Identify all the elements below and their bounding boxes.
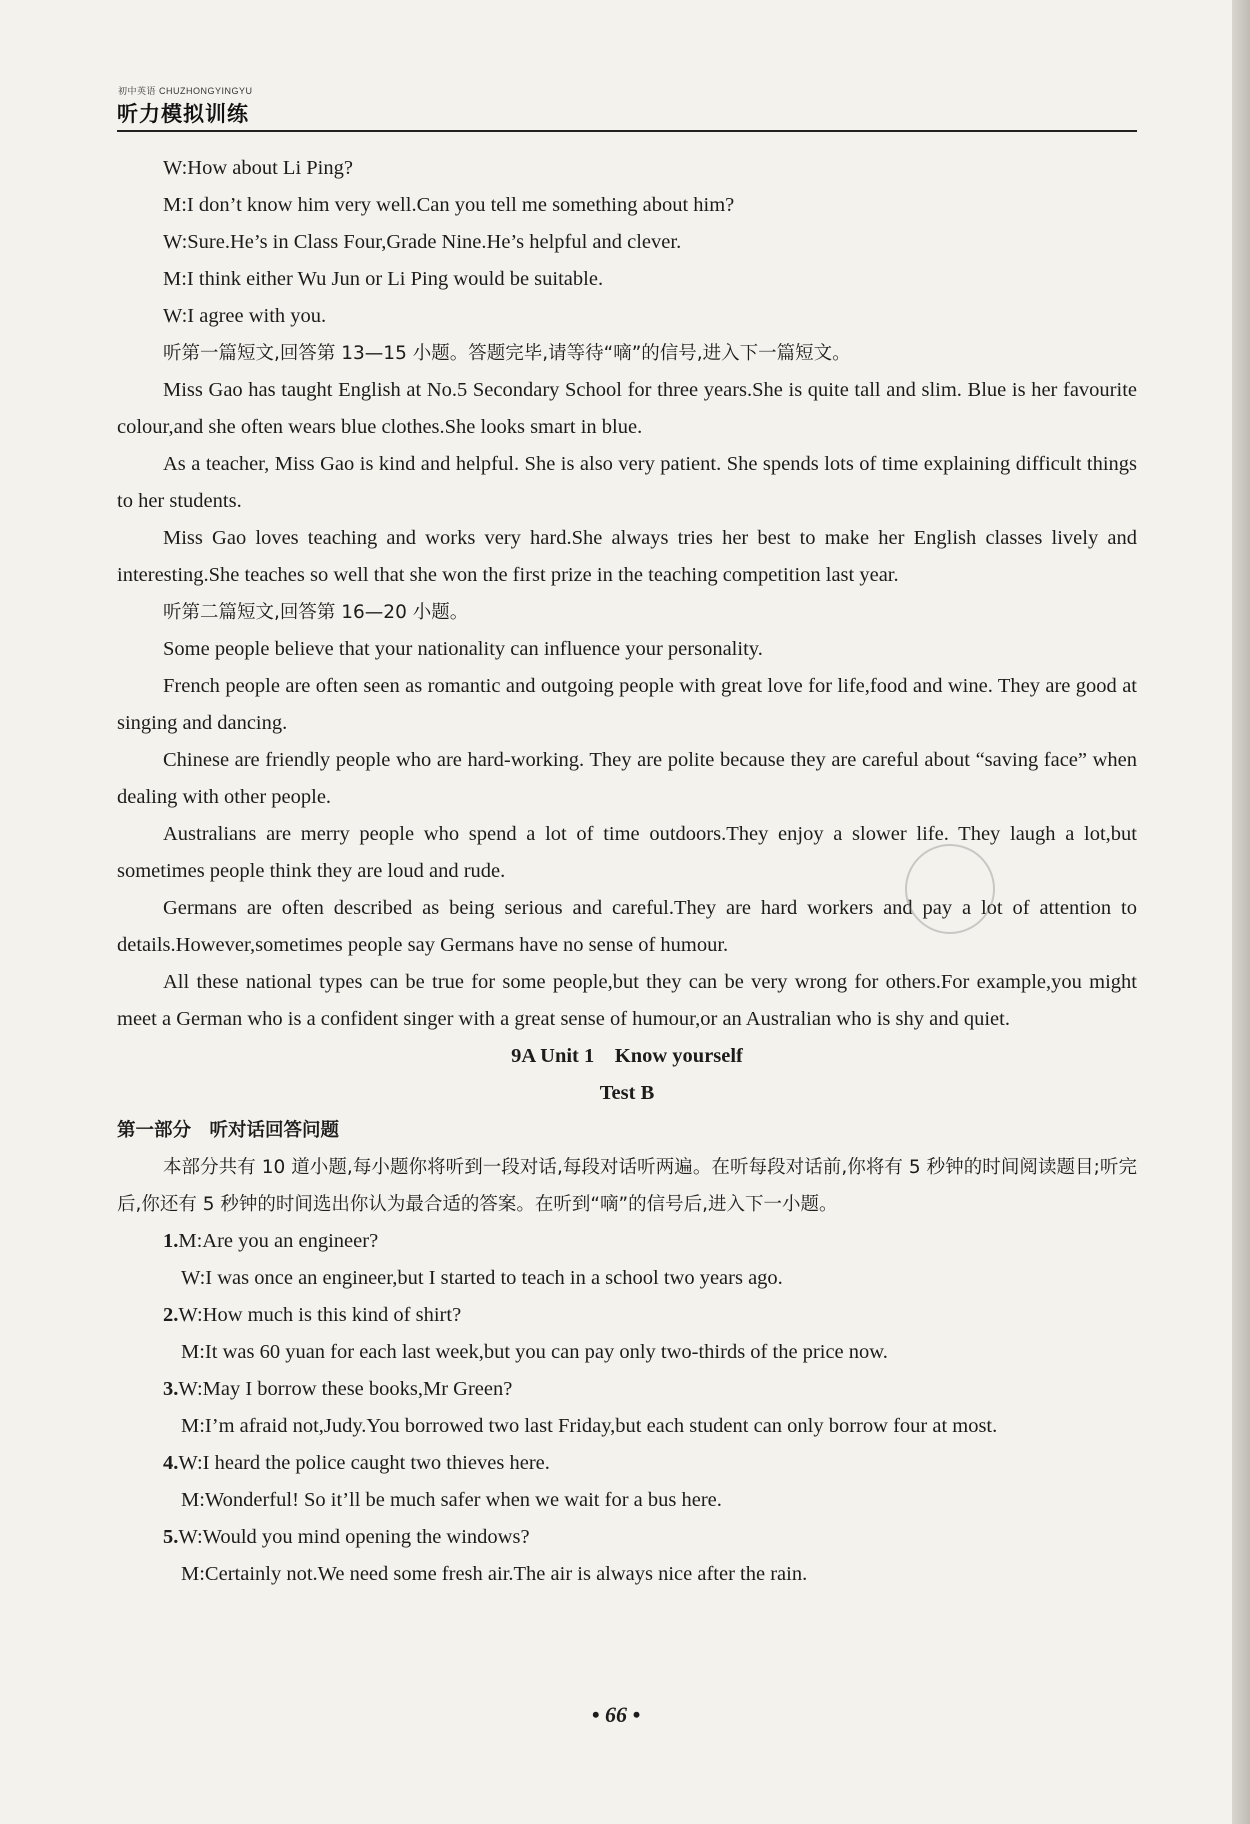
passage1-paragraph: Miss Gao has taught English at No.5 Secondary School for three years.She is quite tall and slim. Blue is her favourite colour,and she often wears blue clothes.She looks smart in blue.: [117, 379, 1137, 438]
header-title: 听力模拟训练: [117, 102, 249, 126]
answer-text: M:Wonderful! So it’ll be much safer when we wait for a bus here.: [181, 1489, 722, 1511]
passage2-paragraph: French people are often seen as romantic and outgoing people with great love for life,food and wine. They are good at singing and dancing.: [117, 675, 1137, 734]
question-number: 2.: [163, 1304, 179, 1326]
header-subtitle: 初中英语 CHUZHONGYINGYU: [118, 86, 253, 96]
passage2-paragraph: Chinese are friendly people who are hard-working. They are polite because they are careful about “saving face” when dealing with other people.: [117, 749, 1137, 808]
question-text: M:Are you an engineer?: [178, 1230, 379, 1252]
test-title: Test B: [599, 1082, 655, 1104]
question-text: W:I heard the police caught two thieves here.: [178, 1452, 550, 1474]
dialogue-line: W:Sure.He’s in Class Four,Grade Nine.He’s helpful and clever.: [163, 231, 682, 253]
question-item: [117, 1297, 1137, 1334]
question-item: [117, 1371, 1137, 1408]
question-item: [117, 1445, 1137, 1482]
answer-text: M:It was 60 yuan for each last week,but you can pay only two-thirds of the price now.: [181, 1341, 888, 1363]
section-instruction: 本部分共有 10 道小题,每小题你将听到一段对话,每段对话听两遍。在听每段对话前,你将有 5 秒钟的时间阅读题目;听完后,你还有 5 秒钟的时间选出你认为最合适的答案。在听到“嘀”的信号后,进入下一小题。: [117, 1157, 1137, 1215]
passage1-paragraph: Miss Gao loves teaching and works very hard.She always tries her best to make her English classes lively and interesting.She teaches so well that she won the first prize in the teaching competition last year.: [117, 527, 1137, 586]
passage2-paragraph: Some people believe that your nationality can influence your personality.: [163, 638, 763, 660]
section-heading: 第一部分 听对话回答问题: [117, 1120, 340, 1141]
answer-text: W:I was once an engineer,but I started to teach in a school two years ago.: [181, 1267, 783, 1289]
dialogue-line: W:I agree with you.: [163, 305, 327, 327]
passage2-paragraph: Germans are often described as being serious and careful.They are hard workers and pay a lot of attention to details.However,sometimes people say Germans have no sense of humour.: [117, 897, 1137, 956]
passage1-paragraph: As a teacher, Miss Gao is kind and helpful. She is also very patient. She spends lots of time explaining difficult things to her students.: [117, 453, 1137, 512]
passage2-paragraph: Australians are merry people who spend a lot of time outdoors.They enjoy a slower life. They laugh a lot,but sometimes people think they are loud and rude.: [117, 823, 1137, 882]
page-number: • 66 •: [591, 1702, 641, 1727]
unit-title: 9A Unit 1 Know yourself: [511, 1045, 743, 1067]
question-text: W:How much is this kind of shirt?: [178, 1304, 462, 1326]
dialogue-line: W:How about Li Ping?: [163, 157, 353, 179]
passage1-instruction: 听第一篇短文,回答第 13—15 小题。答题完毕,请等待“嘀”的信号,进入下一篇短文。: [163, 343, 851, 364]
dialogue-line: M:I don’t know him very well.Can you tell me something about him?: [163, 194, 735, 216]
question-number: 1.: [163, 1230, 179, 1252]
header-divider: [117, 130, 1137, 132]
page-edge-shadow: [1232, 0, 1250, 1824]
question-text: W:May I borrow these books,Mr Green?: [178, 1378, 513, 1400]
answer-text: M:I’m afraid not,Judy.You borrowed two last Friday,but each student can only borrow four at most.: [181, 1415, 998, 1437]
question-item: [117, 1519, 1137, 1556]
answer-text: M:Certainly not.We need some fresh air.The air is always nice after the rain.: [181, 1563, 808, 1585]
dialogue-line: M:I think either Wu Jun or Li Ping would be suitable.: [163, 268, 604, 290]
passage2-paragraph: All these national types can be true for some people,but they can be very wrong for others.For example,you might meet a German who is a confident singer with a great sense of humour,or an Australian who is shy and quiet.: [117, 971, 1137, 1030]
question-number: 5.: [163, 1526, 179, 1548]
question-number: 4.: [163, 1452, 179, 1474]
question-text: W:Would you mind opening the windows?: [178, 1526, 530, 1548]
question-item: [117, 1223, 1137, 1260]
passage2-instruction: 听第二篇短文,回答第 16—20 小题。: [163, 602, 469, 623]
question-number: 3.: [163, 1378, 179, 1400]
